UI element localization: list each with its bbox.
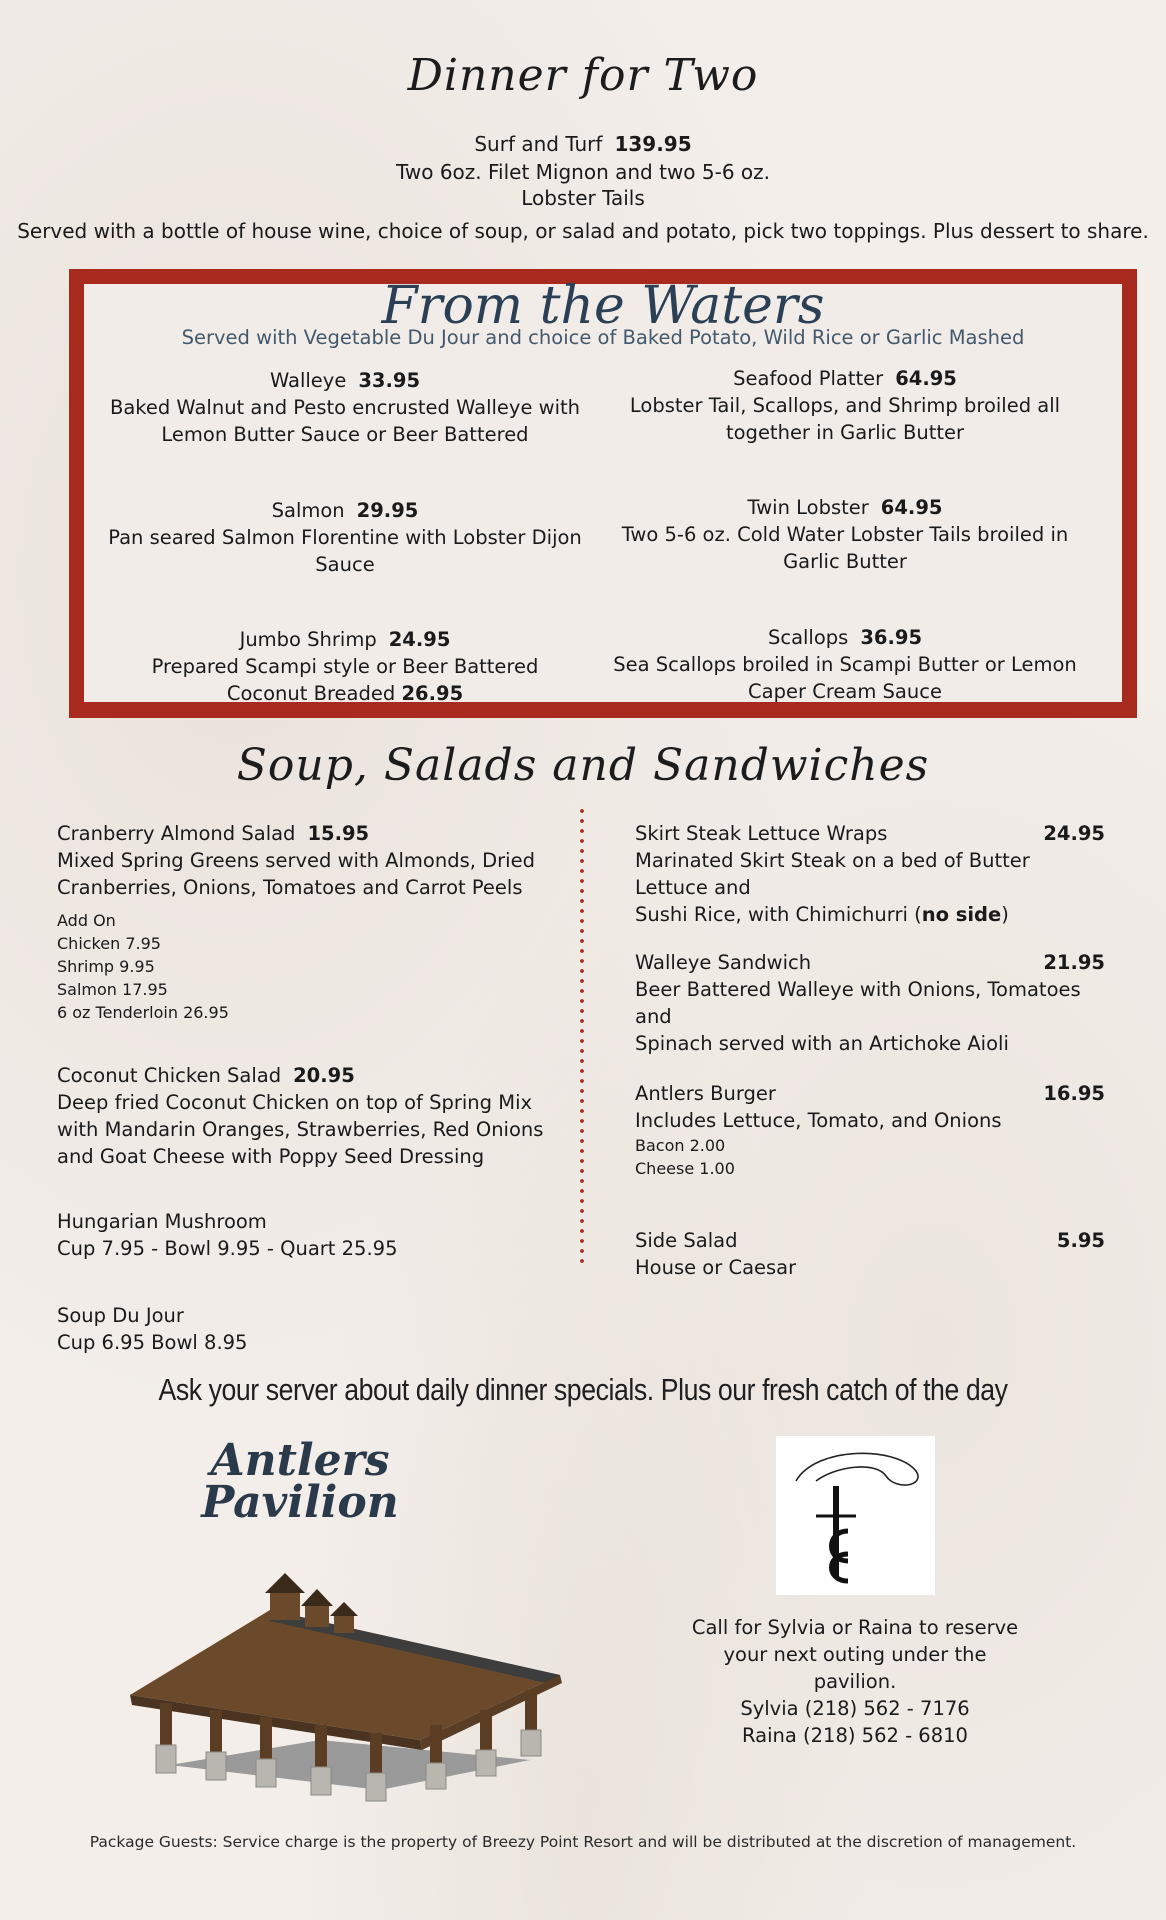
waters-title: From the Waters <box>381 276 825 336</box>
item-desc: Marinated Skirt Steak on a bed of Butter Lettuce and <box>635 849 1030 899</box>
item-desc: Caper Cream Sauce <box>748 680 942 703</box>
menu-item-hungarian <box>57 1208 557 1262</box>
waters-item <box>590 494 1100 575</box>
addon-item: Salmon 17.95 <box>57 980 168 999</box>
item-price: 5.95 <box>1056 1229 1105 1252</box>
item-name: Scallops <box>767 626 849 649</box>
item-price: 16.95 <box>1043 1082 1105 1105</box>
menu-item-cranberry <box>57 820 557 901</box>
item-name: Skirt Steak Lettuce Wraps <box>635 822 888 845</box>
item-price: 15.95 <box>307 822 370 845</box>
item-heading <box>635 820 1105 847</box>
addon-list <box>57 909 357 1024</box>
item-name: Coconut Chicken Salad <box>57 1064 282 1087</box>
burger-addons <box>635 1134 935 1180</box>
addon-item: Bacon 2.00 <box>635 1136 726 1155</box>
item-name: Cranberry Almond Salad <box>57 822 296 845</box>
item-desc: Spinach served with an Artichoke Aioli <box>635 1032 1009 1055</box>
item-price: 64.95 <box>880 496 943 519</box>
item-price: 29.95 <box>356 499 419 522</box>
menu-item-walleye-sandwich <box>635 949 1105 1057</box>
item-name: Walleye <box>269 369 347 392</box>
surf-desc-1: Two 6oz. Filet Mignon and two 5-6 oz. <box>395 160 771 184</box>
item-desc: Includes Lettuce, Tomato, and Onions <box>635 1109 1002 1132</box>
addon-item: Chicken 7.95 <box>57 934 161 953</box>
reservation-info <box>640 1614 1070 1749</box>
item-heading <box>57 1062 577 1089</box>
item-desc: Lobster Tail, Scallops, and Shrimp broiled all <box>629 394 1061 417</box>
item-desc: Mixed Spring Greens served with Almonds, Dried <box>57 849 535 872</box>
menu-item-skirt-steak <box>635 820 1105 928</box>
item-desc: Two 5-6 oz. Cold Water Lobster Tails broiled in <box>621 523 1069 546</box>
reservation-line: Call for Sylvia or Raina to reserve <box>691 1616 1019 1639</box>
specials-banner: Ask your server about daily dinner specials. Plus our fresh catch of the day <box>158 1372 1008 1407</box>
item-desc: with Mandarin Oranges, Strawberries, Red Onions <box>57 1118 544 1141</box>
item-price: 139.95 <box>614 132 692 156</box>
soups-title: Soup, Salads and Sandwiches <box>236 740 930 791</box>
menu-item-antlers-burger <box>635 1080 1105 1134</box>
item-desc: Cranberries, Onions, Tomatoes and Carrot Peels <box>57 876 523 899</box>
item-desc: Sea Scallops broiled in Scampi Butter or Lemon <box>613 653 1077 676</box>
item-name: Side Salad <box>635 1229 738 1252</box>
item-heading <box>590 365 1100 392</box>
item-desc: and Goat Cheese with Poppy Seed Dressing <box>57 1145 485 1168</box>
item-desc-text: Sushi Rice, with Chimichurri ( <box>635 903 922 926</box>
item-price: 24.95 <box>1043 822 1105 845</box>
item-price: 24.95 <box>388 628 451 651</box>
item-price: 21.95 <box>1043 951 1105 974</box>
item-name: Salmon <box>271 499 345 522</box>
item-extra-price: 26.95 <box>401 682 464 705</box>
item-name: Hungarian Mushroom <box>57 1210 267 1233</box>
item-name: Seafood Platter <box>733 367 884 390</box>
menu-item-side-salad <box>635 1227 1105 1281</box>
item-desc <box>90 680 600 707</box>
waters-item <box>90 626 600 707</box>
phone-raina: Raina (218) 562 - 6810 <box>742 1724 968 1747</box>
item-price: 36.95 <box>860 626 923 649</box>
waters-item <box>590 624 1100 705</box>
item-name: Antlers Burger <box>635 1082 776 1105</box>
item-name: Walleye Sandwich <box>635 951 812 974</box>
item-desc-text: ) <box>1001 903 1009 926</box>
item-heading <box>590 624 1100 651</box>
waters-item <box>90 367 600 448</box>
addon-item: 6 oz Tenderloin 26.95 <box>57 1003 229 1022</box>
item-desc: Sauce <box>315 553 375 576</box>
item-price: 64.95 <box>895 367 957 390</box>
item-heading <box>635 1227 1105 1254</box>
item-price: 33.95 <box>358 369 421 392</box>
reservation-line: pavilion. <box>813 1670 897 1693</box>
item-heading <box>635 949 1105 976</box>
item-name: Soup Du Jour <box>57 1304 184 1327</box>
item-desc: Cup 7.95 - Bowl 9.95 - Quart 25.95 <box>57 1237 398 1260</box>
surf-desc-2: Lobster Tails <box>521 186 645 210</box>
waters-item <box>590 365 1100 446</box>
item-desc: Cup 6.95 Bowl 8.95 <box>57 1331 248 1354</box>
item-desc: Pan seared Salmon Florentine with Lobster Dijon <box>108 526 582 549</box>
addon-item: Shrimp 9.95 <box>57 957 155 976</box>
item-price: 20.95 <box>293 1064 355 1087</box>
menu-item-soup-du-jour <box>57 1302 557 1356</box>
item-desc-text: Coconut Breaded <box>226 682 396 705</box>
item-heading <box>57 820 557 847</box>
served-with-note: Served with a bottle of house wine, choice of soup, or salad and potato, pick two toppings. Plus dessert to share. <box>17 219 1149 243</box>
monogram-icon <box>776 1436 935 1595</box>
surf-and-turf-heading <box>0 131 1166 158</box>
phone-sylvia: Sylvia (218) 562 - 7176 <box>740 1697 970 1720</box>
column-divider <box>580 806 584 1266</box>
item-desc: House or Caesar <box>635 1256 797 1279</box>
pavilion-logo-line: Pavilion <box>201 1477 399 1528</box>
item-name: Jumbo Shrimp <box>239 628 377 651</box>
item-desc: Garlic Butter <box>783 550 907 573</box>
item-desc <box>635 901 1105 928</box>
footer-note: Package Guests: Service charge is the property of Breezy Point Resort and will be distributed at the discretion of management. <box>89 1833 1077 1851</box>
pavilion-logo-line: Antlers <box>210 1435 390 1486</box>
item-desc-bold: no side <box>921 903 1002 926</box>
item-name: Surf and Turf <box>474 132 603 156</box>
addon-header: Add On <box>57 911 116 930</box>
item-name: Twin Lobster <box>747 496 869 519</box>
item-desc: Lemon Butter Sauce or Beer Battered <box>161 423 529 446</box>
item-heading <box>90 626 600 653</box>
reservation-line: your next outing under the <box>723 1643 987 1666</box>
item-heading <box>590 494 1100 521</box>
item-desc: Prepared Scampi style or Beer Battered <box>151 655 539 678</box>
monogram-logo <box>776 1436 935 1595</box>
item-heading <box>90 497 600 524</box>
pavilion-logo <box>200 1435 400 1528</box>
item-desc: Baked Walnut and Pesto encrusted Walleye with <box>109 396 581 419</box>
waters-item <box>90 497 600 578</box>
item-desc: together in Garlic Butter <box>725 421 965 444</box>
dinner-for-two-title: Dinner for Two <box>407 50 759 101</box>
item-desc: Deep fried Coconut Chicken on top of Spring Mix <box>57 1091 533 1114</box>
waters-subtitle: Served with Vegetable Du Jour and choice of Baked Potato, Wild Rice or Garlic Mashed <box>181 326 1025 349</box>
menu-item-coconut <box>57 1062 577 1170</box>
pavilion-illustration <box>130 1555 570 1815</box>
item-desc: Beer Battered Walleye with Onions, Tomatoes and <box>635 978 1081 1028</box>
addon-item: Cheese 1.00 <box>635 1159 735 1178</box>
item-heading <box>90 367 600 394</box>
item-heading <box>635 1080 1105 1107</box>
